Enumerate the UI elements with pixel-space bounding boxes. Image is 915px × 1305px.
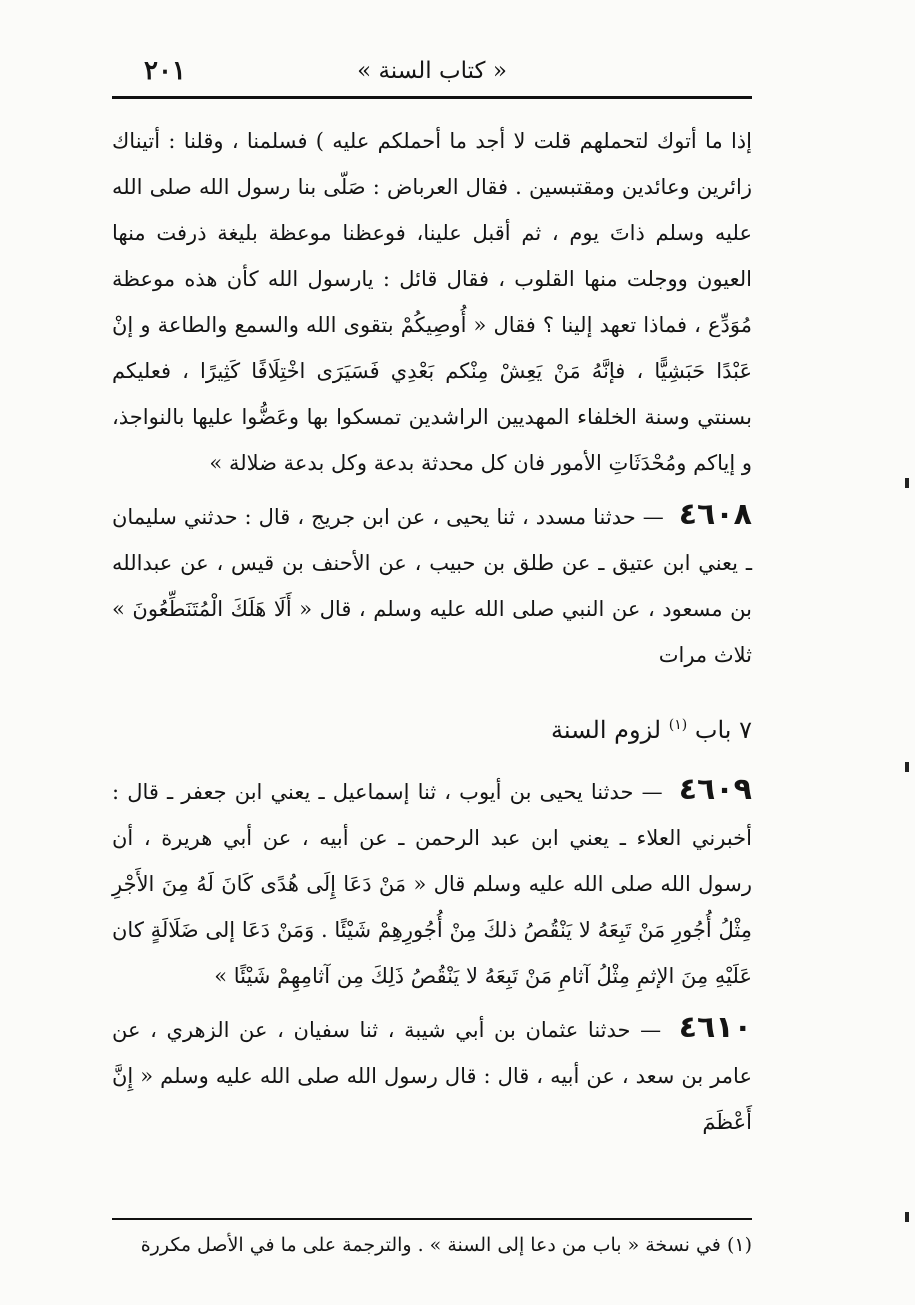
chapter-title: لزوم السنة: [550, 716, 662, 744]
footnote: [112, 1228, 752, 1262]
page-header: [112, 52, 752, 92]
chapter-heading: [112, 702, 752, 753]
hadith-text: — حدثنا عثمان بن أبي شيبة ، ثنا سفيان ، عن الزهري ، عن عامر بن سعد ، عن أبيه ، قال : قال رسول الله صلى الله عليه وسلم « إِنَّ أَعْظَمَ: [112, 1018, 752, 1134]
header-rule: [112, 96, 752, 99]
hadith-number: ٤٦٠٩: [678, 772, 752, 807]
page-number: ٢٠١: [144, 56, 186, 86]
footnote-text: في نسخة « باب من دعا إلى السنة » . والترجمة على ما في الأصل مكررة: [140, 1234, 721, 1256]
edge-mark: [905, 478, 909, 488]
hadith-number: ٤٦١٠: [678, 1010, 752, 1045]
hadith-4610: [112, 1005, 752, 1145]
hadith-number: ٤٦٠٨: [678, 497, 752, 532]
body-text: [112, 118, 752, 1145]
hadith-text: — حدثنا مسدد ، ثنا يحيى ، عن ابن جريج ، قال : حدثني سليمان ـ يعني ابن عتيق ـ عن طلق بن حبيب ، عن الأحنف بن قيس ، عن عبدالله بن مسعود ، عن النبي صلى الله عليه وسلم ، قال « أَلَا هَلَكَ الْمُتَنَطِّعُونَ » ثلاث مرات: [112, 505, 752, 667]
hadith-4608: [112, 492, 752, 678]
hadith-4609: [112, 767, 752, 999]
footnote-marker: (١): [726, 1234, 752, 1256]
edge-mark: [905, 762, 909, 772]
chapter-number: ٧: [739, 716, 752, 744]
chapter-label: باب: [694, 716, 732, 744]
footnote-rule: [112, 1218, 752, 1220]
footnote-reference: (١): [668, 717, 688, 733]
running-title: « كتاب السنة »: [357, 58, 507, 84]
edge-mark: [905, 1212, 909, 1222]
paragraph-continuation: إذا ما أتوك لتحملهم قلت لا أجد ما أحملكم عليه ) فسلمنا ، وقلنا : أتيناك زائرين وعائدين ومقتبسين . فقال العرباض : صَلّى بنا رسول الله صلى الله عليه وسلم ذاتَ يوم ، ثم أقبل علينا، فوعظنا موعظة بليغة ذرفت منها العيون ووجلت منها القلوب ، فقال قائل : يارسول الله كأن هذه موعظة مُوَدِّع ، فماذا تعهد إلينا ؟ فقال « أُوصِيكُمْ بتقوى الله والسمع والطاعة و إنْ عَبْدًا حَبَشِيًّا ، فإنَّهُ مَنْ يَعِشْ مِنْكم بَعْدِي فَسَيَرَى اخْتِلَافًا كَثِيرًا ، فعليكم بسنتي وسنة الخلفاء المهديين الراشدين تمسكوا بها وعَضُّوا عليها بالنواجذ، و إياكم ومُحْدَثَاتِ الأمور فان كل محدثة بدعة وكل بدعة ضلالة »: [112, 129, 752, 475]
hadith-text: — حدثنا يحيى بن أيوب ، ثنا إسماعيل ـ يعني ابن جعفر ـ قال : أخبرني العلاء ـ يعني ابن عبد الرحمن ـ عن أبيه ، عن أبي هريرة ، أن رسول الله صلى الله عليه وسلم قال « مَنْ دَعَا إِلَى هُدًى كَانَ لَهُ مِنَ الأَجْرِ مِثْلُ أُجُورِ مَنْ تَبِعَهُ لا يَنْقُصُ ذلكَ مِنْ أُجُورِهِمْ شَيْئًا . وَمَنْ دَعَا إلى ضَلَالَةٍ كان عَلَيْهِ مِنَ الإثمِ مِثْلُ آثامِ مَنْ تَبِعَهُ لا يَنْقُصُ ذَلِكَ مِن آثامِهِمْ شَيْئًا »: [112, 780, 752, 988]
